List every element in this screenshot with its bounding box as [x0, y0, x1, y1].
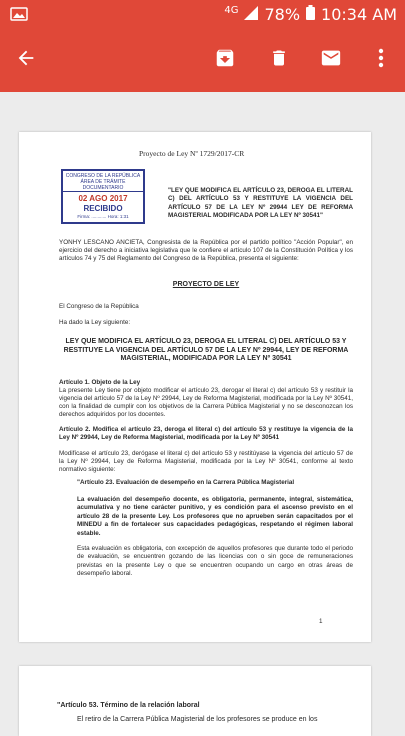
stamp-received: RECIBIDO [83, 204, 123, 213]
more-vert-icon [378, 48, 384, 73]
article-23-heading: "Artículo 23. Evaluación de desempeño en la Carrera Pública Magisterial [77, 479, 295, 486]
battery-level: 78% [264, 4, 301, 24]
document-page-1 [19, 132, 371, 642]
article-2-body: Modifícase el artículo 23, derógase el literal c) del artículo 53 y restitúyase la vigencia del artículo 57 de la Ley Nº 29944, Ley de Reforma Magisterial, modificada por la Ley Nº 30541, conforme al texto normativo siguiente: [59, 450, 353, 473]
arrow-back-icon [15, 47, 37, 74]
image-notification-icon [10, 7, 28, 26]
more-options-button[interactable] [366, 42, 396, 78]
stamp-sign: Firma: ............ Hora: 1:31 [77, 214, 129, 219]
archive-button[interactable] [207, 42, 243, 78]
article-2-heading: Artículo 2. Modifica el artículo 23, deroga el literal c) del artículo 53 y restituye la vigencia de la Ley Nº 29944, Ley de Reforma Magisterial, modificada por la Ley Nº 30541 [59, 426, 353, 441]
article-23-paragraph-1: La evaluación del desempeño docente, es obligatoria, permanente, integral, sistemática, acumulativa y no tiene carácter punitivo, y es condición para el ascenso previsto en el artículo 28 de la presente Ley. Los profesores que no aprueben serán capacitados por el MINEDU a fin de fortalecer sus capacidades pedagógicas, respetando el régimen laboral estable. [77, 496, 353, 537]
article-53-heading: "Artículo 53. Término de la relación laboral [57, 702, 200, 709]
article-1-heading: Artículo 1. Objeto de la Ley [59, 379, 141, 386]
intro-paragraph: YONHY LESCANO ANCIETA, Congresista de la República por el partido político "Acción Popular", en ejercicio del derecho a iniciativa legislativa que le confiere el artículo 107 de la Constitución Política y los artículos 74 y 75 del Reglamento del Congreso de la República, presenta el siguiente: [59, 239, 353, 262]
article-23-paragraph-2: Esta evaluación es obligatoria, con excepción de aquellos profesores que durante todo el periodo de evaluación, se encuentren gozando de las licencias con o sin goce de remuneraciones previstas en la presente Ley o que se encuentren ocupando un cargo en otras áreas de desempeño laboral. [77, 545, 353, 578]
delete-button[interactable] [261, 42, 297, 78]
congress-line: El Congreso de la República [59, 303, 139, 310]
section-title: PROYECTO DE LEY [172, 281, 240, 288]
law-title: LEY QUE MODIFICA EL ARTÍCULO 23, DEROGA EL LITERAL C) DEL ARTÍCULO 53 Y RESTITUYE LA VIGENCIA DEL ARTÍCULO 57 DE LA LEY Nº 29944, LEY DE REFORMA MAGISTERIAL, MODIFICADA POR LA LEY Nº 30541 [63, 338, 349, 363]
network-type: 4G [224, 4, 239, 16]
reception-stamp [61, 169, 145, 224]
battery-icon [306, 5, 315, 24]
stamp-line2: ÁREA DE TRÁMITE DOCUMENTARIO [63, 179, 143, 192]
article-53-first-line: El retiro de la Carrera Pública Magisterial de los profesores se produce en los [77, 716, 318, 723]
document-page-2 [19, 666, 371, 736]
stamp-date: 02 AGO 2017 [78, 194, 128, 203]
mail-button[interactable] [313, 42, 349, 78]
given-line: Ha dado la Ley siguiente: [59, 319, 131, 326]
archive-icon [214, 47, 236, 74]
page-number: 1 [319, 618, 323, 625]
mail-icon [319, 47, 343, 74]
trash-icon [269, 47, 289, 74]
signal-icon [244, 5, 258, 24]
project-number: Proyecto de Ley Nº 1729/2017-CR [139, 149, 245, 158]
clock: 10:34 AM [321, 4, 397, 24]
title-block: "LEY QUE MODIFICA EL ARTÍCULO 23, DEROGA EL LITERAL C) DEL ARTÍCULO 53 Y RESTITUYE LA VIGENCIA DEL ARTÍCULO 57 DE LA LEY Nº 29944 LEY DE REFORMA MAGISTERIAL MODIFICADA POR LA LEY Nº 30541" [168, 187, 353, 220]
article-1-body: La presente Ley tiene por objeto modificar el artículo 23, derogar el literal c) del artículo 53 y restituir la vigencia del artículo 57 de la Ley Nº 29944, Ley de Reforma Magisterial, modificada por la Ley Nº 30541, con la finalidad de cumplir con los objetivos de la Carrera Pública Magisterial y no se desconozcan los derechos adquiridos por los docentes. [59, 387, 353, 418]
back-button[interactable] [8, 42, 44, 78]
status-bar [0, 0, 405, 28]
stamp-line1: CONGRESO DE LA REPÚBLICA [65, 173, 141, 179]
app-toolbar [0, 28, 405, 92]
